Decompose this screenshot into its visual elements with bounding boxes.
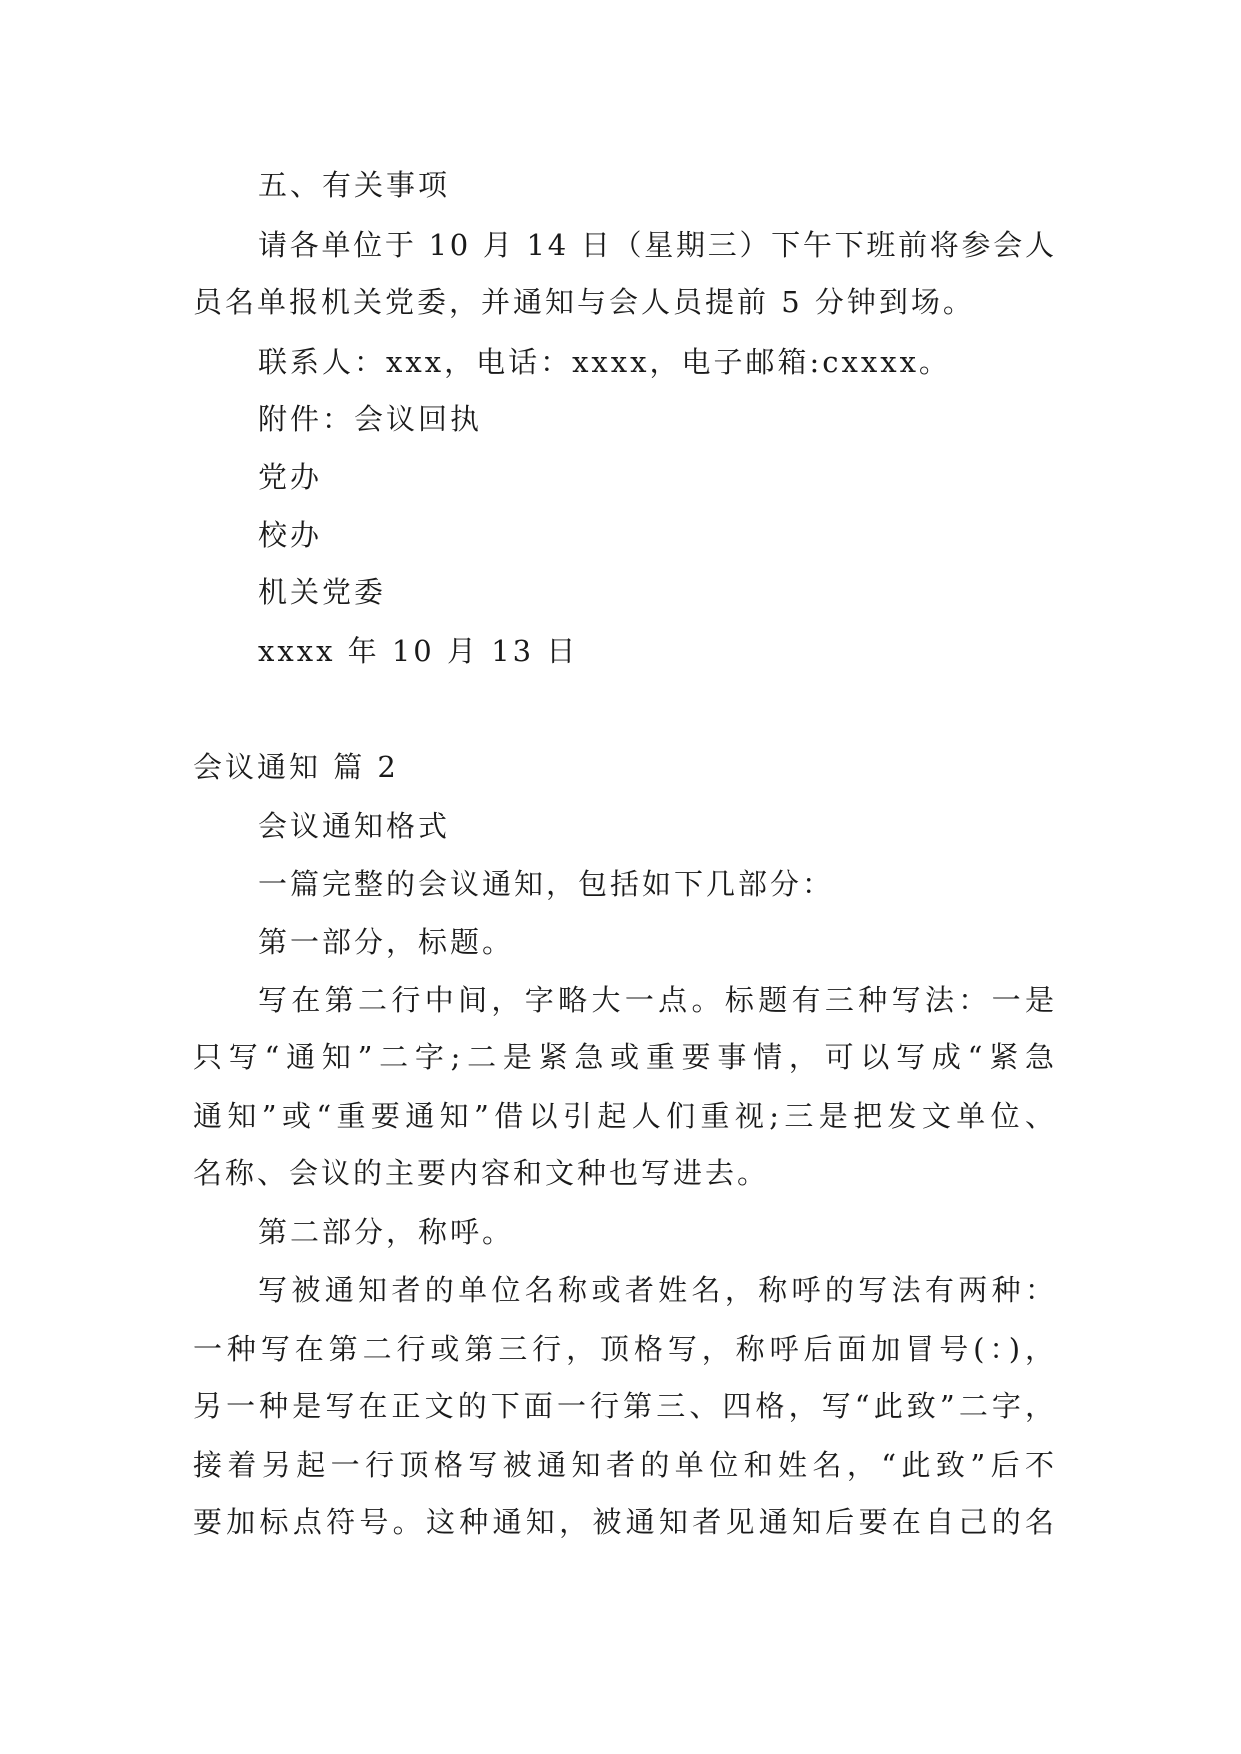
section-heading: 五、有关事项 <box>258 168 451 202</box>
body-line: 一种写在第二行或第三行，顶格写，称呼后面加冒号(：)， <box>193 1332 1059 1366</box>
article-title: 会议通知 篇 2 <box>193 750 399 784</box>
part-heading: 第一部分，标题。 <box>258 925 515 959</box>
signatory: 党办 <box>258 460 323 494</box>
body-line: 只写“通知”二字;二是紧急或重要事情，可以写成“紧急 <box>193 1040 1061 1074</box>
article-subtitle: 会议通知格式 <box>258 809 451 843</box>
body-line: 员名单报机关党委，并通知与会人员提前 5 分钟到场。 <box>193 285 975 319</box>
signatory: 校办 <box>258 518 323 552</box>
part-heading: 第二部分，称呼。 <box>258 1215 515 1249</box>
body-line: 通知”或“重要通知”借以引起人们重视;三是把发文单位、 <box>193 1099 1060 1133</box>
body-line: 另一种是写在正文的下面一行第三、四格，写“此致”二字， <box>193 1389 1059 1423</box>
body-line: 写在第二行中间，字略大一点。标题有三种写法：一是 <box>258 983 1059 1017</box>
intro-line: 一篇完整的会议通知，包括如下几部分： <box>258 867 835 901</box>
body-line: 请各单位于 10 月 14 日（星期三）下午下班前将参会人 <box>258 228 1057 262</box>
body-line: 接着另起一行顶格写被通知者的单位和姓名，“此致”后不 <box>193 1448 1060 1482</box>
body-line: 名称、会议的主要内容和文种也写进去。 <box>193 1156 770 1190</box>
signatory: 机关党委 <box>258 575 387 609</box>
date-line: xxxx 年 10 月 13 日 <box>258 634 579 668</box>
body-line: 要加标点符号。这种通知，被通知者见通知后要在自己的名 <box>193 1505 1059 1539</box>
contact-line: 联系人：xxx，电话：xxxx，电子邮箱:cxxxx。 <box>258 345 951 379</box>
attachment-line: 附件：会议回执 <box>258 402 483 436</box>
body-line: 写被通知者的单位名称或者姓名，称呼的写法有两种： <box>258 1273 1059 1307</box>
